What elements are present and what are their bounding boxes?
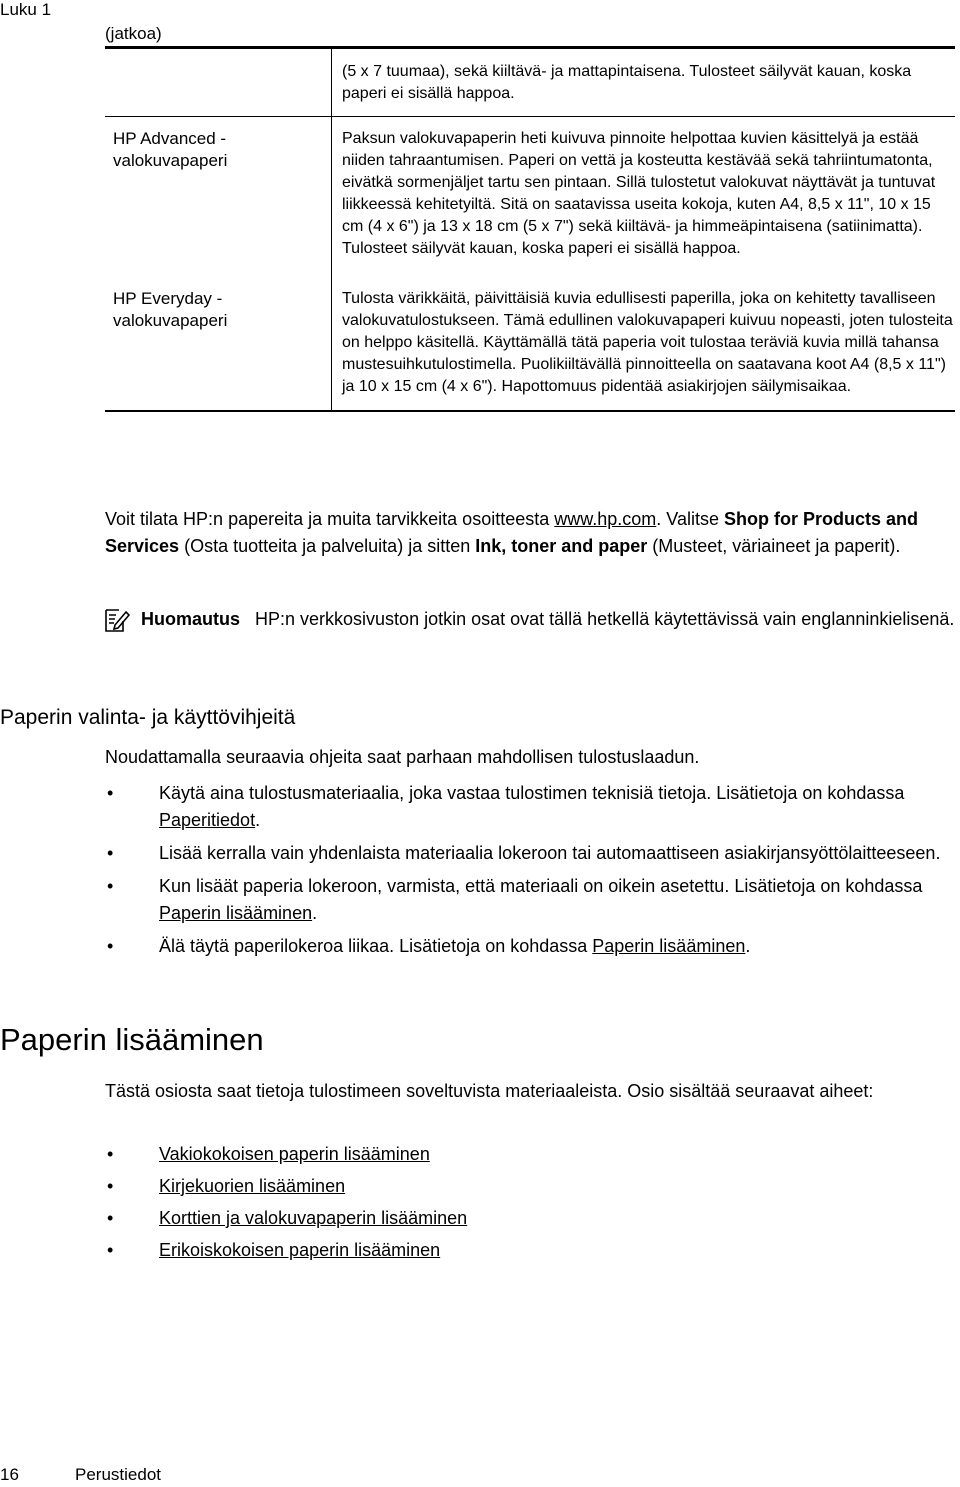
note [141, 606, 955, 633]
paper-description-cell: (5 x 7 tuumaa), sekä kiiltävä- ja mattapintaisena. Tulosteet säilyvät kauan, koska paperi ei sisällä happoa. [331, 49, 955, 116]
tips-intro: Noudattamalla seuraavia ohjeita saat parhaan mahdollisen tulostuslaadun. [105, 747, 700, 767]
tip-text-end: . [745, 936, 751, 956]
ink-menu-label: Ink, toner and paper [475, 536, 648, 556]
order-text: . Valitse [656, 509, 724, 529]
bullet-glyph: • [107, 1208, 114, 1228]
bullet-glyph: • [107, 843, 114, 863]
list-item [105, 1141, 955, 1168]
paper-description-cell: Tulosta värikkäitä, päivittäisiä kuvia edullisesti paperilla, joka on kehitetty tavalliseen valokuvatulostukseen. Tämä edullinen valokuvapaperi kuivuu nopeasti, joten tulosteita on helppo käsitellä. Käyttämällä tätä paperia voit tulostaa teräviä kuvia millä tahansa mustesuihkutulostimella. Puolikiiltävällä pinnoitteella on saatavana koot A4 (8,5 x 11") ja 10 x 15 cm (4 x 6"). Hapottomuus pidentää asiakirjojen säilymisaikaa. [331, 280, 955, 410]
bullet-glyph: • [107, 1240, 114, 1260]
topic-link-custom-size[interactable]: Erikoiskokoisen paperin lisääminen [159, 1240, 441, 1260]
continued-label: (jatkoa) [105, 24, 162, 43]
bullet-glyph: • [107, 1144, 114, 1164]
paper-name-cell: HP Everyday -valokuvapaperi [113, 289, 228, 330]
chapter-label: Luku 1 [0, 0, 52, 19]
list-item [105, 1205, 955, 1232]
bullet-glyph: • [107, 1176, 114, 1196]
bullet-glyph: • [107, 783, 114, 803]
tip-text-end: . [255, 810, 261, 830]
footer-section: Perustiedot [75, 1465, 161, 1484]
tip-text-end: . [312, 903, 318, 923]
list-item [105, 1173, 955, 1200]
list-item [105, 873, 955, 927]
topics-list [105, 1141, 955, 1264]
paper-description-cell: Paksun valokuvapaperin heti kuivuva pinnoite helpottaa kuvien käsittelyä ja estää niiden tahraantumisen. Paperi on vettä ja kosteutta kestävää sekä tahriintumatonta, eivätkä sormenjäljet tartu sen pintaan. Sillä tulostetut valokuvat näyttävät ja tuntuvat liikkeessä kehitetyiltä. Sitä on saatavissa useita kokoja, kuten A4, 8,5 x 11", 10 x 15 cm (4 x 6") ja 13 x 18 cm (5 x 7") sekä kiiltävä- ja himmeäpintaisena (satiinimatta). Tulosteet säilyvät kauan, koska paperi ei sisällä happoa. [331, 117, 955, 280]
paper-specs-link[interactable]: Paperitiedot [159, 810, 256, 830]
table-row [105, 49, 955, 116]
bullet-glyph: • [107, 936, 114, 956]
note-pencil-icon [104, 607, 130, 633]
list-item [105, 1237, 955, 1264]
list-item [105, 933, 955, 960]
list-item [105, 840, 955, 867]
topic-link-standard-paper[interactable]: Vakiokokoisen paperin lisääminen [159, 1144, 430, 1164]
hp-website-link[interactable]: www.hp.com [554, 509, 657, 529]
topic-link-envelopes[interactable]: Kirjekuorien lisääminen [159, 1176, 346, 1196]
paper-name-cell [105, 49, 331, 116]
table-bottom-rule [105, 410, 955, 412]
tip-text: Käytä aina tulostusmateriaalia, joka vastaa tulostimen teknisiä tietoja. Lisätietoja on kohdassa [159, 783, 905, 803]
order-text: (Musteet, väriaineet ja paperit). [647, 536, 901, 556]
tip-text: Älä täytä paperilokeroa liikaa. Lisätietoja on kohdassa [159, 936, 593, 956]
list-item [105, 780, 955, 834]
section-heading-load-paper: Paperin lisääminen [0, 1022, 264, 1057]
load-paper-intro: Tästä osiosta saat tietoja tulostimeen soveltuvista materiaaleista. Osio sisältää seuraavat aiheet: [105, 1081, 874, 1101]
load-paper-link[interactable]: Paperin lisääminen [159, 903, 313, 923]
note-label: Huomautus [141, 609, 240, 629]
section-heading-tips: Paperin valinta- ja käyttövihjeitä [0, 706, 296, 729]
load-paper-link[interactable]: Paperin lisääminen [592, 936, 746, 956]
order-text: Voit tilata HP:n papereita ja muita tarvikkeita osoitteesta [105, 509, 555, 529]
page-number: 16 [0, 1465, 19, 1484]
tips-list [105, 780, 955, 960]
bullet-glyph: • [107, 876, 114, 896]
tip-text: Lisää kerralla vain yhdenlaista materiaalia lokeroon tai automaattiseen asiakirjansyöttölaitteeseen. [159, 843, 941, 863]
tip-text: Kun lisäät paperia lokeroon, varmista, että materiaali on oikein asetettu. Lisätietoja on kohdassa [159, 876, 923, 896]
topic-link-cards-photo[interactable]: Korttien ja valokuvapaperin lisääminen [159, 1208, 468, 1228]
table-row [105, 280, 955, 410]
order-paragraph [105, 506, 955, 560]
note-text: HP:n verkkosivuston jotkin osat ovat tällä hetkellä käytettävissä vain englanninkielisenä. [255, 609, 955, 629]
shop-menu-label: Shop for Products and Services [105, 509, 919, 556]
paper-table [105, 49, 955, 412]
paper-name-cell: HP Advanced -valokuvapaperi [113, 129, 228, 170]
order-text: (Osta tuotteita ja palveluita) ja sitten [179, 536, 476, 556]
table-row [105, 117, 955, 280]
